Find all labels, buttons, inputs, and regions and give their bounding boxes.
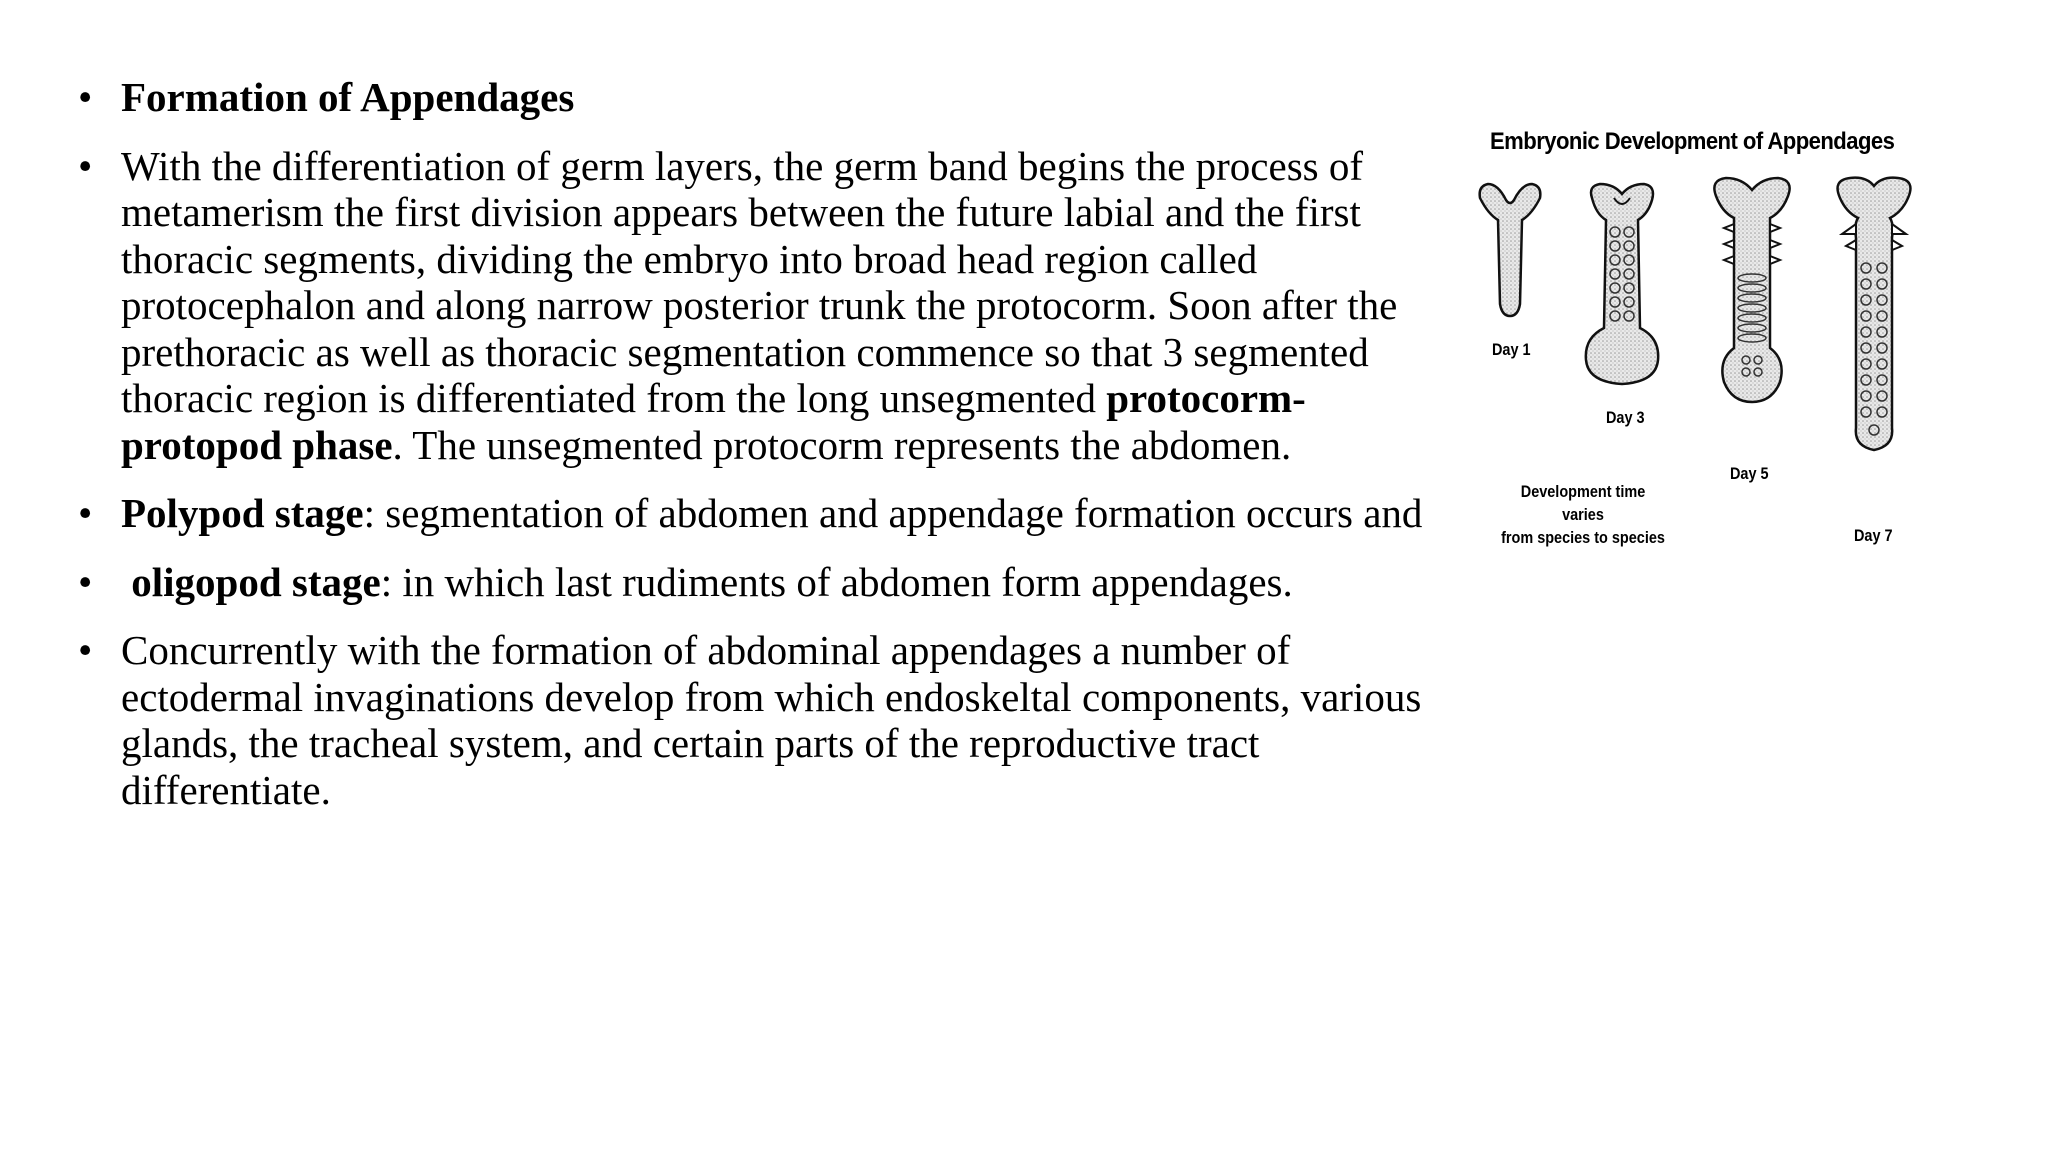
heading-formation-of-appendages: Formation of Appendages [121,74,575,120]
note-line-2: from species to species [1501,528,1665,547]
bullet-ectodermal-invaginations [78,627,1438,813]
polypod-stage-text: : segmentation of abdomen and appendage formation occurs and [363,490,1423,536]
oligopod-stage-text: : in which last rudiments of abdomen form appendages. [380,558,1293,605]
oligopod-stage-term: oligopod stage [131,558,381,605]
germ-band-tail: . The unsegmented protocorm represents the abdomen. [392,421,1292,468]
label-day1: Day 1 [1492,340,1531,359]
embryo-day1 [1480,184,1541,316]
bullet-oligopod-stage [78,559,1438,606]
label-day5: Day 5 [1730,464,1769,483]
protocorm-protopod-phase: protocorm- protopod phase [121,375,1306,468]
bullet-list [78,74,1438,835]
label-day7: Day 7 [1854,526,1893,545]
embryo-day5 [1714,178,1789,402]
ectodermal-invaginations-text: Concurrently with the formation of abdominal appendages a number of ectodermal invaginations develop from which endoskeltal components, various glands, the tracheal system, and certain parts of the reproductive tract differentiate. [121,627,1422,813]
note-line-1: Development time varies [1520,482,1646,524]
development-time-note [1498,480,1668,549]
bullet-polypod-stage [78,490,1438,537]
polypod-stage-term: Polypod stage [121,490,364,536]
bullet-formation-of-appendages [78,74,1438,121]
embryo-day7 [1838,178,1911,450]
figure-title: Embryonic Development of Appendages [1490,128,1895,155]
label-day3: Day 3 [1606,408,1645,427]
embryo-figure [1470,128,1940,568]
bullet-germ-band [78,143,1438,469]
germ-band-text: With the differentiation of germ layers, the germ band begins the process of metamerism the first division appears between the future labial and the first thoracic segments, dividing the embryo into broad head region called protocephalon and along narrow posterior trunk the protocorm. Soon after the prethoracic as well as thoracic segmentation commence so that 3 segmented thoracic region is differentiated from the long unsegmented [121,142,1398,421]
embryo-day3 [1586,184,1658,384]
